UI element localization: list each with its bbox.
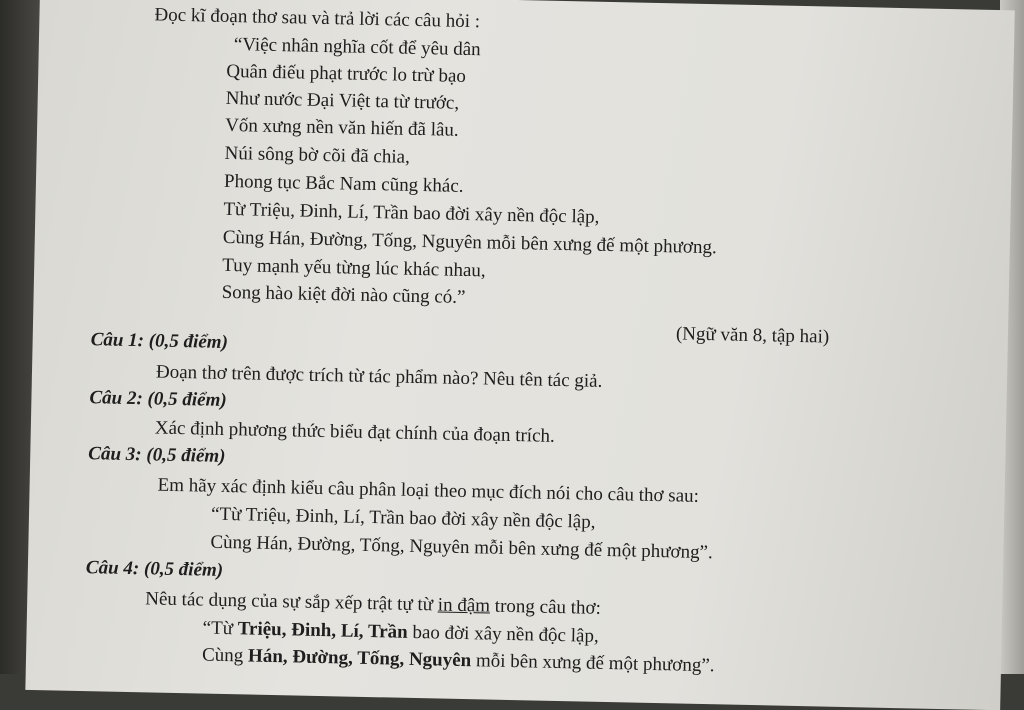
- poem-line: “Việc nhân nghĩa cốt để yêu dân: [233, 34, 481, 61]
- poem-line: Cùng Hán, Đường, Tống, Nguyên mỗi bên xưng đế một phương.: [222, 226, 717, 259]
- question-4-heading: [86, 557, 224, 582]
- question-3-quote-line: “Từ Triệu, Đinh, Lí, Trần bao đời xây nền độc lập,: [210, 503, 596, 533]
- question-2-text: Xác định phương thức biểu đạt chính của đoạn trích.: [154, 417, 555, 447]
- question-label: Câu 1:: [90, 329, 145, 352]
- poem-line: Từ Triệu, Đinh, Lí, Trần bao đời xây nền độc lập,: [223, 198, 600, 228]
- question-3-heading: [88, 443, 226, 468]
- bold-phrase: Triệu, Đinh, Lí, Trần: [237, 618, 408, 643]
- question-points: (0,5 điểm): [143, 558, 224, 581]
- question-points: (0,5 điểm): [146, 444, 226, 467]
- source-citation: (Ngữ văn 8, tập hai): [675, 323, 830, 348]
- quote-text: “Từ: [202, 617, 238, 640]
- quote-text: mỗi bên xưng đế một phương”.: [471, 650, 715, 677]
- instruction-text: Đọc kĩ đoạn thơ sau và trả lời các câu hỏi :: [154, 4, 481, 33]
- poem-line: Quân điếu phạt trước lo trừ bạo: [226, 60, 467, 87]
- poem-line: Tuy mạnh yếu từng lúc khác nhau,: [222, 254, 486, 282]
- poem-line: Song hào kiệt đời nào cũng có.”: [221, 281, 466, 308]
- poem-line: Như nước Đại Việt ta từ trước,: [225, 87, 460, 114]
- question-1-text: Đoạn thơ trên được trích từ tác phẩm nào? Nêu tên tác giả.: [155, 361, 603, 392]
- question-points: (0,5 điểm): [148, 330, 229, 354]
- question-4-quote-line: [202, 618, 598, 648]
- question-2-heading: [89, 387, 227, 412]
- question-4-text: [145, 588, 601, 620]
- poem-line: Phong tục Bắc Nam cũng khác.: [223, 170, 464, 197]
- question-3-quote-line: Cùng Hán, Đường, Tống, Nguyên mỗi bên xưng đế một phương”.: [210, 531, 713, 564]
- quote-text: Cùng: [201, 644, 249, 667]
- poem-line: Vốn xưng nền văn hiến đã lâu.: [224, 114, 459, 141]
- question-label: Câu 3:: [88, 443, 142, 466]
- bold-phrase: Hán, Đường, Tống, Nguyên: [247, 645, 472, 672]
- exam-paper: [25, 0, 1014, 710]
- underlined-phrase: in đậm: [437, 594, 491, 617]
- question-1-heading: [90, 329, 228, 354]
- question-3-text: Em hãy xác định kiểu câu phân loại theo mục đích nói cho câu thơ sau:: [157, 474, 700, 507]
- quote-text: bao đời xây nền độc lập,: [407, 621, 599, 647]
- question-label: Câu 4:: [85, 557, 140, 580]
- question-points: (0,5 điểm): [147, 388, 227, 411]
- question-4-text-part: trong câu thơ:: [489, 595, 602, 619]
- question-4-text-part: Nêu tác dụng của sự sắp xếp trật tự từ: [145, 588, 439, 616]
- question-label: Câu 2:: [89, 387, 144, 410]
- poem-line: Núi sông bờ cõi đã chia,: [224, 142, 411, 168]
- question-4-quote-line: [202, 645, 715, 678]
